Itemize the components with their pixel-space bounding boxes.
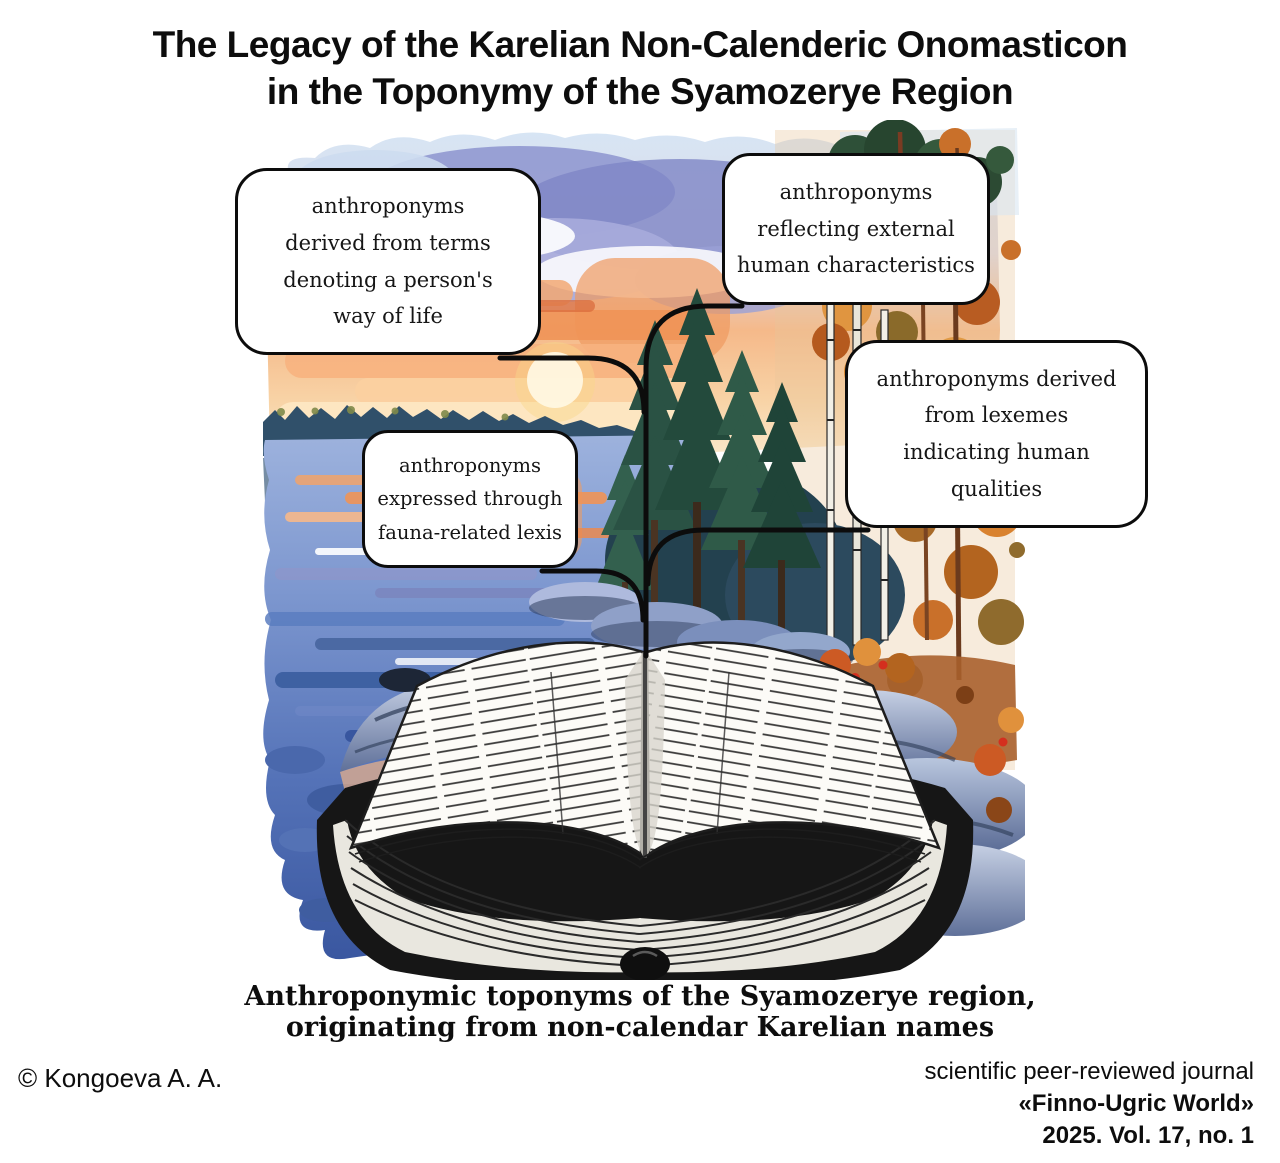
callout-line: fauna-related lexis [378, 520, 562, 544]
author-credit: © Kongoeva A. A. [18, 1063, 223, 1093]
caption-line-2: originating from non-calendar Karelian names [285, 1012, 995, 1044]
callout-line: human characteristics [737, 253, 975, 278]
callout-line: from lexemes [924, 403, 1069, 428]
page-title [0, 22, 1280, 116]
callout-line: anthroponyms derived [876, 366, 1117, 391]
book-spine [643, 652, 647, 858]
caption-line-1: Anthroponymic toponyms of the Syamozerye region, [244, 981, 1036, 1012]
callout-fauna-lexis [362, 430, 578, 568]
figure-caption [0, 981, 1280, 1044]
callout-way-of-life [235, 168, 541, 355]
sun [527, 352, 583, 408]
callout-external-characteristics [722, 153, 990, 305]
callout-line: derived from terms [285, 230, 491, 255]
title-line-2: in the Toponymy of the Syamozerye Region [266, 70, 1014, 112]
callout-line: reflecting external [757, 216, 955, 241]
callout-line: way of life [333, 304, 443, 329]
callout-line: anthroponyms [779, 180, 933, 205]
journal-issue: 2025. Vol. 17, no. 1 [1042, 1121, 1254, 1149]
callout-line: qualities [950, 476, 1043, 501]
callout-line: expressed through [377, 487, 563, 511]
callout-human-qualities [845, 340, 1148, 528]
journal-name: «Finno-Ugric World» [1018, 1089, 1254, 1117]
title-line-1: The Legacy of the Karelian Non-Calenderic Onomasticon [152, 24, 1128, 65]
journal-info [925, 1056, 1254, 1152]
callout-line: denoting a person's [283, 267, 493, 292]
callout-line: anthroponyms [399, 453, 541, 477]
callout-line: indicating human [903, 440, 1090, 464]
journal-type: scientific peer-reviewed journal [924, 1058, 1254, 1085]
callout-line: anthroponyms [311, 194, 465, 219]
